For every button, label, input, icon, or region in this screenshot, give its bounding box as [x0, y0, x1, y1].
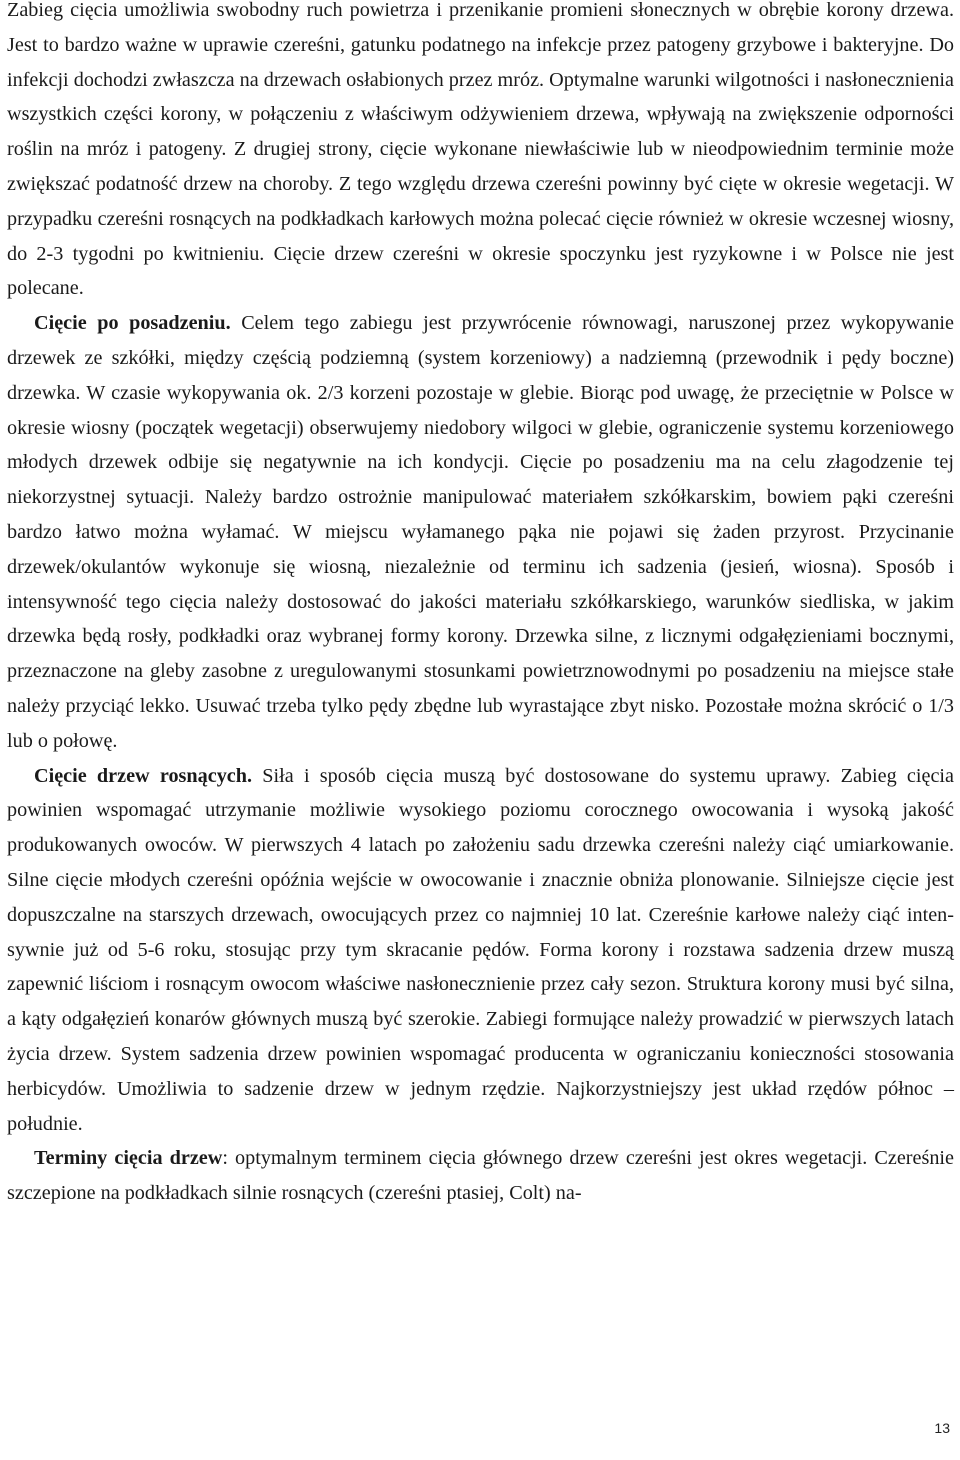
paragraph-text: : optymalnym terminem cięcia głównego drzew czereśni jest okres wegetacji. Czereśnie szczepione na podkładkach silnie rosnących (czereśni ptasiej, Colt) na-: [7, 1147, 955, 1205]
section-heading-pruning-dates: Terminy cięcia drzew: [34, 1147, 223, 1170]
paragraph-text: Zabieg cięcia umożliwia swobodny ruch powietrza i przenikanie promieni słonecznych w obrębie korony drzewa. Jest to bardzo ważne w uprawie czereśni, gatunku podatnego na infekcje przez patogeny grzybowe i bakteryjne. Do infekcji dochodzi zwłaszcza na drzewach osłabionych przez mróz. Optymalne warunki wilgotności i nasłonecznienia wszystkich części korony, w połączeniu z właściwym odżywieniem drzewa, wpływają na zwiększenie odporności roślin na mróz i patogeny. Z drugiej strony, cięcie wykonane niewłaściwie lub w nieodpowiednim terminie może zwiększać podatność drzew na choroby. Z tego względu drzewa czereśni powinny być cięte w okresie wegetacji. W przypadku czereśni rosnących na podkładkach karłowych można polecać cięcie również w okresie wczesnej wiosny, do 2-3 tygodni po kwitnieniu. Cięcie drzew czereśni w okresie spoczynku jest ryzykowne i w Polsce nie jest polecane.: [7, 0, 954, 300]
section-heading-pruning-after-planting: Cięcie po posadzeniu.: [34, 312, 231, 335]
paragraph-pruning-dates: [7, 1141, 954, 1211]
paragraph-pruning-growing-trees: [7, 759, 954, 1142]
paragraph-text: Celem tego zabiegu jest przywrócenie równowagi, naruszonej przez wykopywanie drzewek ze szkółki, między częścią podziemną (system korzeniowy) a nadziemną (przewodnik i pędy boczne) drzewka. W czasie wykopywania ok. 2/3 korzeni pozostaje w glebie. Biorąc pod uwagę, że przeciętnie w Polsce w okresie wiosny (początek wegetacji) obserwujemy niedobory wilgoci w glebie, ograniczenie systemu korzeniowego młodych drzewek odbije się negatywnie na ich kondycji. Cięcie po posadzeniu ma na celu złagodzenie tej niekorzystnej sytuacji. Należy bardzo ostrożnie manipulować materiałem szkółkarskim, bowiem pąki czereśni bardzo łatwo można wyłamać. W miejscu wyłamanego pąka nie pojawi się żaden przyrost. Przycinanie drzewek/okulantów wykonuje się wiosną, niezależnie od terminu ich sadzenia (jesień, wiosna). Sposób i intensywność tego cięcia należy dostosować do jakości materiału szkółkarskiego, warunków siedliska, w jakim drzewka będą rosły, podkładki oraz wybranej formy korony. Drzewka silne, z licznymi odgałęzieniami bocznymi, przeznaczone na gleby zasobne z uregulowanymi stosunkami powietrznowodnymi po posadzeniu na miejsce stałe należy przyciąć lekko. Usuwać trzeba tylko pędy zbędne lub wyrastające zbyt nisko. Pozostałe można skrócić o 1/3 lub o połowę.: [7, 312, 954, 752]
paragraph-pruning-after-planting: [7, 306, 954, 758]
paragraph-pruning-purpose: [7, 0, 954, 306]
page-number: 13: [934, 1420, 950, 1436]
section-heading-pruning-growing-trees: Cięcie drzew rosnących.: [34, 764, 253, 787]
paragraph-text: Siła i sposób cięcia muszą być dostosowane do systemu uprawy. Zabieg cięcia powinien wspomagać utrzymanie możliwie wysokiego poziomu corocznego owocowania i wysoką jakość produkowanych owoców. W pierwszych 4 latach po założeniu sadu drzewka czereśni należy ciąć umiarkowanie. Silne cięcie młodych czereśni opóźnia wejście w owocowanie i znacznie obniża plonowanie. Silniejsze cięcie jest dopuszczalne na starszych drzewach, owocujących przez co najmniej 10 lat. Czereśnie karłowe należy ciąć intensywnie już od 5-6 roku, stosując przy tym skracanie pędów. Forma korony i rozstawa sadzenia drzew muszą zapewnić liściom i rosnącym owocom właściwe nasłonecznienie przez cały sezon. Struktura korony musi być silna, a kąty odgałęzień konarów głównych muszą być szerokie. Zabiegi formujące należy prowadzić w pierwszych latach życia drzew. System sadzenia drzew powinien wspomagać producenta w ograniczaniu konieczności stosowania herbicydów. Umożliwia to sadzenie drzew w jednym rzędzie. Najkorzystniejszy jest układ rzędów północ – południe.: [7, 764, 954, 1135]
